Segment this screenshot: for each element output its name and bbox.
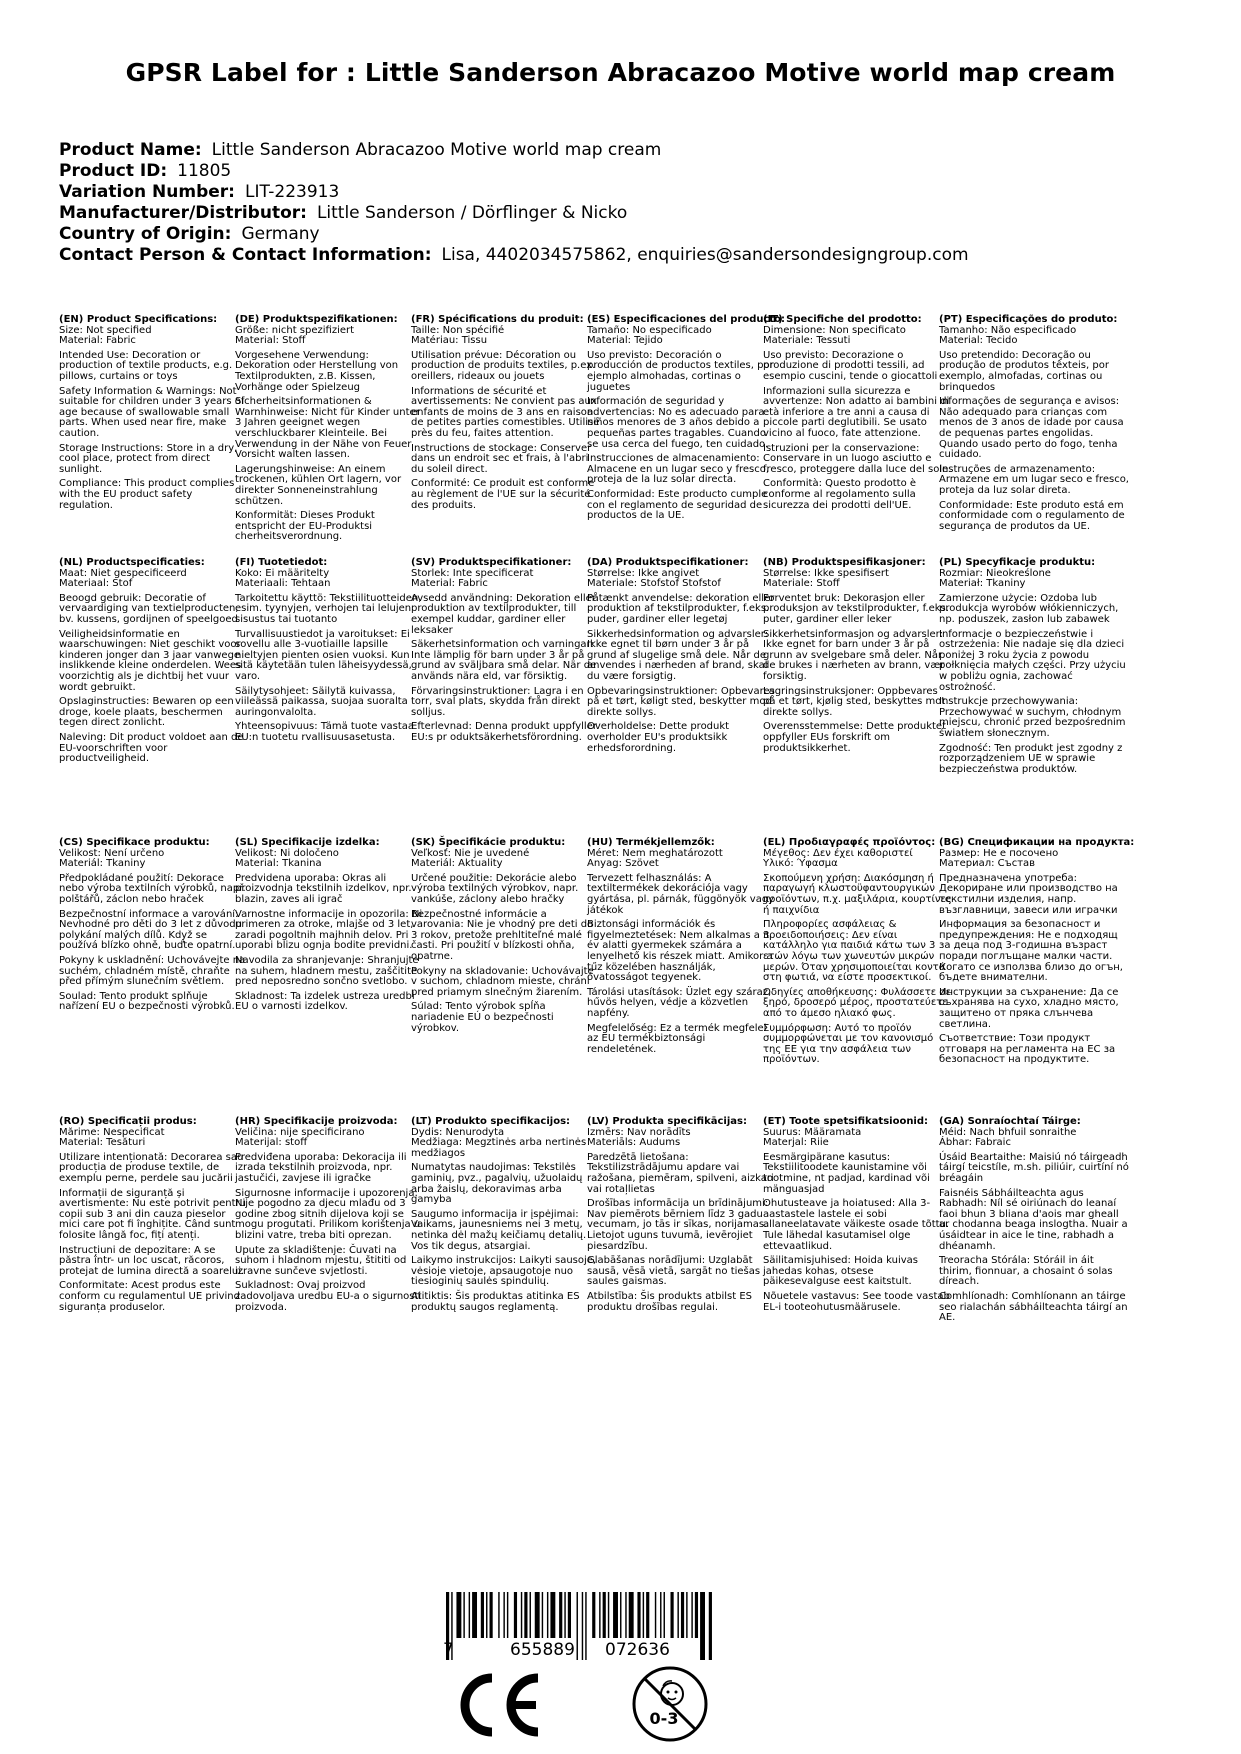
spec-line: Laikymo instrukcijos: Laikyti sausoje, vėsioje vietoje, apsaugotoje nuo tiesioginių saulės spindulių. [411,1255,597,1288]
spec-line: Overensstemmelse: Dette produktet oppfyller EUs forskrift om produktsikkerhet. [763,721,946,754]
spec-line: Storlek: Inte specificerat [411,567,534,579]
info-value: 11805 [177,161,232,181]
spec-line: Predviđena uporaba: Dekoracija ili izrada tekstilnih proizvoda, npr. jastučići, zavjese ili igračke [235,1151,407,1184]
barcode-bar [472,1592,477,1638]
spec-line: Materiaal: Stof [59,578,133,590]
barcode-bar [643,1592,644,1638]
spec-line: Bezpečnostné informácie a varovania: Nie je vhodný pre deti do 3 rokov, pretože prehltiteľné malé časti. Pri použití v blízkosti ohňa, opatrne. [411,908,594,962]
info-value: LIT-223913 [244,182,340,202]
spec-heading: (HU) Termékjellemzők: [587,837,715,848]
spec-line: Materiale: Stofstof Stofstof [587,578,721,590]
spec-line: Informacje o bezpieczeństwie i ostrzeżenia: Nie nadaje się dla dzieci poniżej 3 roku życia z powodu połknięcia małych części. Przy użyciu w pobliżu ognia, zachować ostrożność. [939,628,1126,693]
spec-line: Comhlíonadh: Comhlíonann an táirge seo rialachán sábháilteachta táirgí an AE. [939,1290,1128,1324]
info-manufacturer [59,203,969,224]
spec-line: Conformitate: Acest produs este conform cu regulamentul UE privind siguranța produselor. [59,1280,240,1313]
barcode-bar [514,1592,517,1638]
info-label: Manufacturer/Distributor: [59,203,307,223]
spec-block [763,558,953,758]
spec-line: Säkerhetsinformation och varningar: Inte lämplig för barn under 3 år på grund av sväljbara små delar. När de används nära eld, var försiktig. [411,639,597,682]
barcode-digit-first: 7 [443,1640,454,1660]
spec-line: Veiligheidsinformatie en waarschuwingen: Niet geschikt voor kinderen jonger dan 3 jaar vanwege inslikkende kleine onderdelen. Wees voorzichtig als je dichtbij het vuur wordt gebruikt. [59,628,242,693]
spec-line: Opbevaringsinstruktioner: Opbevares på et tørt, køligt sted, beskytter mod direkte sollys. [587,685,775,718]
spec-line: Sikkerhetsinformasjon og advarsler: Ikke egnet for barn under 3 år på grunn av svelgebare små deler. Når de brukes i nærheten av brann, vær forsiktig. [763,628,945,682]
spec-block [411,315,601,515]
spec-heading: (DE) Produktspezifikationen: [235,314,398,325]
spec-line: Uso previsto: Decoración o producción de productos textiles, por ejemplo almohadas, cortinas o juguetes [587,349,774,393]
spec-line: Biztonsági információk és figyelmeztetések: Nem alkalmas a 3 év alatti gyermekek számára a lenyelhető kis részek miatt. Amikor a tűz közelében használják, óvatosságot tegyenek. [587,919,773,984]
spec-line: Förvaringsinstruktioner: Lagra i en torr, sval plats, skydda från direkt solljus. [411,685,584,718]
spec-line: Materiaali: Tehtaan [235,578,331,590]
spec-line: Materiál: Tkaniny [59,858,146,870]
barcode-bar [568,1592,571,1638]
spec-line: Faisnéis Sábháilteachta agus Rabhadh: Níl sé oiriúnach do leanaí faoi bhun 3 bliana d'aois mar gheall ar chodanna beaga inslogtha. Nuair a úsáidtear in aice le tine, rabhadh a dhéanamh. [939,1187,1128,1252]
spec-line: Tervezett felhasználás: A textiltermékek dekorációja vagy gyártása, pl. párnák, függönyök vagy játékok [587,872,775,916]
spec-heading: (ES) Especificaciones del producto: [587,314,786,325]
spec-heading: (GA) Sonraíochtaí Táirge: [939,1116,1081,1127]
spec-line: Material: Tesături [59,1137,146,1149]
barcode-bar [677,1592,678,1638]
spec-line: Navodila za shranjevanje: Shranjujte na suhem, hladnem mestu, zaščitite pred neposredno sončno svetlobo. [235,954,419,988]
spec-line: Größe: nicht spezifiziert [235,324,355,336]
barcode-bar [709,1592,712,1660]
spec-heading: (LT) Produkto specifikacijos: [411,1116,571,1127]
barcode-bar [550,1592,555,1638]
spec-block [763,315,953,515]
spec-line: Treoracha Stórála: Stóráil in áit thirim, fionnuar, a chosaint ó solas díreach. [939,1255,1113,1288]
spec-line: Instrukcje przechowywania: Przechowywać w suchym, chłodnym miejscu, chronić przed bezpośrednim światłem słonecznym. [939,696,1126,739]
barcode-bar [542,1592,543,1638]
barcode-bar [503,1592,504,1638]
info-product-name [59,140,969,161]
spec-line: Atbilstība: Šis produkts atbilst ES produktu drošības regulai. [587,1290,753,1313]
info-country [59,224,969,245]
spec-block [939,315,1129,536]
spec-line: Materiāls: Audums [587,1137,681,1149]
spec-line: Zgodność: Ten produkt jest zgodny z rozporządzeniem UE w sprawie bezpieczeństwa produktów. [939,742,1123,775]
spec-line: Anyag: Szövet [587,858,659,870]
spec-block [939,837,1135,1070]
product-info [59,140,969,266]
barcode-bar [646,1592,649,1638]
spec-line: Avsedd användning: Dekoration eller produktion av textilprodukter, till exempel kuddar, gardiner eller leksaker [411,592,596,636]
barcode-bar [664,1592,665,1638]
barcode-bar [456,1592,461,1638]
spec-line: Material: Stoff [235,335,306,347]
spec-line: Koko: Ei määritelty [235,567,330,579]
ce-mark-icon [454,1670,546,1740]
spec-line: Οδηγίες αποθήκευσης: Φυλάσσετε σε ξηρό, δροσερό μέρος, προστατεύετε από το άμεσο ηλιακό φως. [763,986,952,1019]
spec-block [59,315,249,515]
spec-heading: (LV) Produkta specifikācijas: [587,1116,747,1127]
spec-line: Súlad: Tento výrobok spĺňa nariadenie EÚ o bezpečnosti výrobkov. [411,1001,554,1034]
spec-line: Material: Tecido [939,335,1018,347]
barcode-digits-right: 072636 [605,1640,670,1660]
spec-line: Lagerungshinweise: An einem trockenen, kühlen Ort lagern, vor direkter Sonneneinstrahlung schützen. [235,463,402,507]
barcode-bar [608,1592,609,1638]
spec-heading: (PL) Specyfikacje produktu: [939,557,1096,568]
spec-block [939,1117,1129,1328]
spec-block [763,1117,953,1317]
spec-line: Turvallisuustiedot ja varoitukset: Ei sovellu alle 3-vuotiaille lapsille nieltyjen pienten osien vuoksi. Kun sitä käytetään tulen läheisyydessä, varo. [235,628,412,682]
spec-line: Efterlevnad: Denna produkt uppfyller EU:s pr oduktsäkerhetsförordning. [411,721,597,743]
info-value: Germany [241,224,320,244]
spec-line: Atitiktis: Šis produktas atitinka ES produktų saugos reglamentą. [411,1290,580,1313]
spec-line: Materiál: Aktuality [411,858,503,870]
spec-line: Taille: Non spécifié [411,324,505,336]
barcode-bar [564,1592,565,1638]
spec-line: Paredzētā lietošana: Tekstilizstrādājumu apdare vai ražošana, piemēram, spilveni, aizkari vai rotaļlietas [587,1151,774,1195]
spec-line: Bezpečnostní informace a varování: Nevhodné pro děti do 3 let z důvodu polykání malých dílů. Když se používá blízko ohně, buďte opatrní. [59,908,242,952]
barcode-bar [582,1592,583,1660]
spec-line: Utilisation prévue: Décoration ou production de produits textiles, p.ex. oreillers, rideaux ou jouets [411,349,596,382]
spec-block [587,1117,777,1317]
spec-line: Material: Tejido [587,335,663,347]
spec-heading: (SK) Špecifikácie produktu: [411,837,566,848]
info-label: Product Name: [59,140,202,160]
spec-line: Uso pretendido: Decoração ou produção de produtos têxteis, por exemplo, almofadas, cortinas ou brinquedos [939,349,1109,393]
spec-line: Soulad: Tento produkt splňuje nařízení EU o bezpečnosti výrobků. [59,990,235,1013]
spec-line: Instruções de armazenamento: Armazene em um lugar seco e fresco, proteja da luz solar direta. [939,463,1129,496]
spec-block [235,558,425,748]
barcode-bar [620,1592,621,1638]
spec-line: Συμμόρφωση: Αυτό το προϊόν συμμορφώνεται με τον κανονισμό της ΕΕ για την ασφάλεια των προϊόντων. [763,1022,934,1066]
spec-block [59,838,249,1017]
barcode-bar [599,1592,600,1638]
barcode-bar [637,1592,640,1638]
barcode-bar [521,1592,522,1638]
spec-line: Informações de segurança e avisos: Não adequado para crianças com menos de 3 anos de idade por causa de pequenas partes engolidas. Quando usado perto do fogo, tenha cuidado. [939,396,1124,461]
spec-line: Safety Information & Warnings: Not suitable for children under 3 years of age because of swallowable small parts. When used near fire, make caution. [59,385,245,439]
spec-line: Méid: Nach bhfuil sonraithe [939,1126,1077,1138]
spec-line: Sicherheitsinformationen & Warnhinweise: Nicht für Kinder unter 3 Jahren geeignet wegen verschluckbarer Kleinteile. Bei Verwendung in der Nähe von Feuer Vorsicht walten lassen. [235,396,420,461]
barcode-bar [498,1592,499,1638]
spec-line: Storage Instructions: Store in a dry, cool place, protect from direct sunlight. [59,442,238,475]
barcode-bar [686,1592,687,1638]
spec-line: Maat: Niet gespecificeerd [59,567,187,579]
spec-heading: (FI) Tuotetiedot: [235,557,328,568]
barcode-bar [700,1592,705,1660]
spec-line: Instrucțiuni de depozitare: A se păstra într- un loc uscat, răcoros, protejat de lumina directă a soarelui. [59,1244,245,1277]
spec-line: Størrelse: Ikke angivet [587,567,700,579]
spec-line: Drošības informācija un brīdinājumi: Nav piemērots bērniem līdz 3 gadu vecumam, jo tās ir sīkas, norijamas. Lietojot uguns tuvumā, ievērojiet piesardzību. [587,1198,769,1252]
spec-line: Informații de siguranță și avertismente: Nu este potrivit pentru copii sub 3 ani din cauza pieselor mici care pot fi înghițite. Când sunt folosite lângă foc, fiți atenți. [59,1187,246,1241]
spec-line: Μέγεθος: Δεν έχει καθοριστεί [763,847,913,859]
info-value: Little Sanderson Abracazoo Motive world map cream [211,140,662,160]
spec-line: Forventet bruk: Dekorasjon eller produksjon av tekstilprodukter, f.eks. puter, gardiner eller leker [763,592,949,625]
info-label: Product ID: [59,161,168,181]
barcode-digits-left: 655889 [510,1640,575,1660]
spec-line: Säilytysohjeet: Säilytä kuivassa, viileässä paikassa, suojaa suoralta auringonvalolta. [235,685,408,718]
barcode-bar [577,1592,578,1660]
spec-block [587,558,777,758]
spec-block [587,314,786,526]
barcode-bar [655,1592,656,1638]
barcode-bar [524,1592,527,1638]
spec-line: Uso previsto: Decorazione o produzione di prodotti tessili, ad esempio cuscini, tende o giocattoli [763,349,938,382]
info-product-id [59,161,969,182]
spec-line: Materjal: Riie [763,1137,829,1149]
spec-heading: (NL) Productspecificaties: [59,557,205,568]
spec-line: Dimensione: Non specificato [763,324,906,336]
spec-line: Rozmiar: Nieokreślone [939,567,1051,579]
spec-block [411,558,601,748]
barcode-bar [463,1592,464,1638]
spec-line: Tamanho: Não especificado [939,324,1077,336]
spec-block [235,1117,425,1317]
spec-line: Materiale: Stoff [763,578,840,590]
barcode-bar [559,1592,562,1638]
spec-line: Påtænkt anvendelse: dekoration eller produktion af tekstilprodukter, f.eks. puder, gardiner eller legetøj [587,592,775,625]
spec-heading: (NB) Produktspesifikasjoner: [763,557,926,568]
spec-line: Varnostne informacije in opozorila: Ni primeren za otroke, mlajše od 3 let, zaradi pogoltnih majhnih delov. Pri uporabi blizu ognja bodite previdni. [235,908,423,952]
spec-line: Naleving: Dit product voldoet aan de EU-voorschriften voor productveiligheid. [59,731,244,765]
spec-heading: (DA) Produktspecifikationer: [587,557,749,568]
spec-line: Utilizare intenționată: Decorarea sau producția de produse textile, de exemplu perne, perdele sau jucării [59,1151,244,1184]
spec-line: Nõuetele vastavus: See toode vastab EL-i tooteohutusmäärusele. [763,1290,950,1313]
spec-block [587,838,777,1059]
spec-line: Tamaño: No especificado [587,324,712,336]
barcode-bar [530,1592,531,1638]
spec-line: Pokyny na skladovanie: Uchovávajte v suchom, chladnom mieste, chráni pred priamym slnečným žiarením. [411,965,594,998]
spec-line: Předpokládané použití: Dekorace nebo výroba textilních výrobků, např. polštářů, záclon nebo hraček [59,872,246,905]
spec-line: Materijal: stoff [235,1137,308,1149]
spec-line: Säilitamisjuhised: Hoida kuivas jahedas kohas, otsese päikesevalguse eest kaitstult. [763,1255,919,1288]
spec-line: Informations de sécurité et avertissements: Ne convient pas aux enfants de moins de 3 ans en raison de petites parties comestibles. Utilisé près du feu, faites attention. [411,385,600,439]
info-label: Contact Person & Contact Information: [59,245,432,265]
spec-block [235,315,425,547]
barcode-bar [625,1592,626,1638]
barcode-bar [695,1592,698,1638]
spec-line: Istruzioni per la conservazione: Conservare in un luogo asciutto e fresco, proteggere dalla luce del sole. [763,442,952,475]
spec-line: Sikkerhedsinformation og advarsler: Ikke egnet til børn under 3 år på grund af slugelige små dele. Når de anvendes i nærheden af brand, skal du være forsigtig. [587,628,769,682]
spec-line: Størrelse: Ikke spesifisert [763,567,889,579]
spec-heading: (FR) Spécifications du produit: [411,314,584,325]
spec-block [235,838,425,1017]
spec-line: Upute za skladištenje: Čuvati na suhom i hladnom mjestu, štititi od izravne sunčeve svjetlosti. [235,1244,407,1277]
spec-line: Conformità: Questo prodotto è conforme al regolamento sulla sicurezza dei prodotti dell'UE. [763,478,917,511]
spec-line: Tárolási utasítások: Üzlet egy száraz, hűvös helyen, védje a közvetlen napfény. [587,986,772,1019]
spec-line: Megfelelőség: Ez a termék megfelel az EU termékbiztonsági rendeletének. [587,1022,767,1055]
spec-heading: (SL) Specifikacije izdelka: [235,837,380,848]
spec-line: Mărime: Nespecificat [59,1126,165,1138]
spec-line: Инструкции за съхранение: Да се съхранява на сухо, хладно място, защитено от пряка слънчева светлина. [939,986,1119,1030]
barcode-bar [490,1592,493,1638]
spec-line: Velikost: Ni določeno [235,847,339,859]
spec-line: Predvidena uporaba: Okras ali proizvodnja tekstilnih izdelkov, npr. blazin, zaves ali igrač [235,872,412,905]
spec-heading: (HR) Specifikacije proizvoda: [235,1116,398,1127]
spec-line: Instrucciones de almacenamiento: Almacene en un lugar seco y fresco, proteja de la luz solar directa. [587,453,770,486]
spec-line: Materiał: Tkaniny [939,578,1026,590]
spec-block [763,838,953,1070]
barcode-bar [629,1592,634,1638]
spec-line: Información de seguridad y advertencias: No es adecuado para niños menores de 3 años debido a pequeñas partes tragables. Cuando se usa cerca del fuego, ten cuidado. [587,396,769,450]
info-value: Lisa, 4402034575862, enquiries@sandersondesigngroup.com [441,245,969,265]
barcode-bar [585,1592,586,1660]
spec-line: Съответствие: Този продукт отговаря на регламента на ЕС за безопасност на продуктите. [939,1033,1116,1066]
spec-line: Velikost: Není určeno [59,847,165,859]
spec-line: Vorgesehene Verwendung: Dekoration oder Herstellung von Textilprodukten, z.B. Kissen, Vorhänge oder Spielzeug [235,349,399,393]
barcode-bar [481,1592,484,1638]
spec-line: Glabāšanas norādījumi: Uzglabāt sausā, vēsā vietā, sargāt no tiešas saules gaismas. [587,1255,761,1288]
barcode-bar [592,1592,595,1638]
spec-line: Overholdelse: Dette produkt overholder EU's produktsikk erhedsforordning. [587,721,730,754]
spec-line: Materiale: Tessuti [763,335,851,347]
spec-line: Sigurnosne informacije i upozorenja: Nije pogodno za djecu mlađu od 3 godine zbog sitnih dijelova koji se mogu progutati. Prilikom korištenja u blizini vatre, treba biti oprezan. [235,1187,421,1241]
spec-line: Instructions de stockage: Conserver dans un endroit sec et frais, à l'abri du soleil direct. [411,442,592,475]
spec-line: Matériau: Tissu [411,335,488,347]
spec-block [939,558,1129,779]
barcode-bar [670,1592,673,1638]
spec-line: Conformidade: Este produto está em conformidade com o regulamento de segurança de produtos da UE. [939,499,1125,532]
spec-line: Eesmärgipärane kasutus: Tekstiilitoodete kaunistamine või tootmine, nt padjad, kardinad või mänguasjad [763,1151,930,1195]
spec-line: Compliance: This product complies with the EU product safety regulation. [59,478,235,511]
barcode-bar [507,1592,508,1638]
spec-line: Size: Not specified [59,324,152,336]
spec-line: Material: Fabric [59,335,136,347]
info-contact [59,245,969,266]
spec-heading: (ET) Toote spetsifikatsioonid: [763,1116,929,1127]
spec-line: Tarkoitettu käyttö: Tekstiilituotteiden, esim. tyynyjen, verhojen tai lelujen sisustus tai tuotanto [235,592,422,625]
barcode-bar [486,1592,487,1638]
barcode-bars [446,1592,714,1660]
spec-line: Предназначена употреба: Декориране или производство на текстилни изделия, напр. възглавници, завеси или играчки [939,872,1118,916]
info-variation-number [59,182,969,203]
spec-line: Veličina: nije specificirano [235,1126,365,1138]
spec-line: Numatytas naudojimas: Tekstilės gaminių, pvz., pagalvių, užuolaidų arba žaislų, dekoravimas arba gamyba [411,1162,583,1206]
spec-line: Úsáid Beartaithe: Maisiú nó táirgeadh táirgí teicstíle, m.sh. piliúir, cuirtíní nó bréagáin [939,1151,1129,1184]
barcode-bar [660,1592,661,1638]
spec-line: Veľkosť: Nie je uvedené [411,847,530,859]
page-title: GPSR Label for : Little Sanderson Abracazoo Motive world map cream [125,58,1116,87]
spec-line: Zamierzone użycie: Ozdoba lub produkcja wyrobów włókienniczych, np. poduszek, zasłon lub zabawek [939,592,1119,625]
spec-line: Saugumo informacija ir įspėjimai: Vaikams, jaunesniems nei 3 metų, netinka dėl mažų keičiamų detalių. Vos tik degus, atsargiai. [411,1208,587,1252]
spec-heading: (BG) Спецификации на продукта: [939,837,1135,848]
spec-line: Yhteensopivuus: Tämä tuote vastaa EU:n tuotetu rvallisuusasetusta. [235,721,414,743]
spec-line: Konformität: Dieses Produkt entspricht der EU-Produktsi cherheitsverordnung. [235,510,375,543]
info-label: Country of Origin: [59,224,232,244]
spec-line: Beoogd gebruik: Decoratie of vervaardiging van textielproducten, bv. kussens, gordijnen of speelgoed [59,592,239,625]
spec-line: Lagringsinstruksjoner: Oppbevares på et tørt, kjølig sted, beskyttes mot direkte sollys. [763,685,946,718]
spec-line: Материал: Състав [939,858,1036,870]
spec-line: Material: Fabric [411,578,488,590]
barcode-bar [547,1592,548,1638]
barcode [446,1592,714,1660]
spec-heading: (EN) Product Specifications: [59,314,218,325]
spec-block [411,1117,601,1317]
spec-line: Pokyny k uskladnění: Uchovávejte na suchém, chladném místě, chraňte před přímým slunečním světlem. [59,954,246,988]
age-range-text: 0-3 [649,1709,679,1728]
spec-heading: (CS) Specifikace produktu: [59,837,210,848]
barcode-bar [681,1592,684,1638]
spec-line: Suurus: Määramata [763,1126,862,1138]
spec-line: Méret: Nem meghatározott [587,847,723,859]
spec-heading: (RO) Specificații produs: [59,1116,197,1127]
barcode-bar [691,1592,692,1638]
spec-line: Информация за безопасност и предупреждения: Не е подходящ за деца под 3-годишна възраст поради поглъщане малки части. Когато се използва близо до огън, бъдете внимателни. [939,919,1123,984]
spec-line: Υλικό: Ύφασμα [763,858,838,870]
spec-block [59,558,249,769]
spec-block [411,838,601,1038]
spec-line: Intended Use: Decoration or production of textile products, e.g. pillows, curtains or toys [59,349,233,382]
spec-line: Dydis: Nenurodyta [411,1126,505,1138]
spec-line: Material: Tkanina [235,858,322,870]
spec-line: Medžiaga: Megztinės arba nertinės medžiagos [411,1137,587,1159]
spec-line: Sukladnost: Ovaj proizvod zadovoljava uredbu EU-a o sigurnosti proizvoda. [235,1280,422,1313]
spec-heading: (EL) Προδιαγραφές προϊόντος: [763,837,936,848]
barcode-bar [535,1592,540,1638]
spec-line: Πληροφορίες ασφάλειας & προειδοποιήσεις: Δεν είναι κατάλληλο για παιδιά κάτω των 3 ετών λόγω των χωνευτών μικρών μερών. Όταν χρησιμοποιείται κοντά στη φωτιά, να είστε προσεκτικοί. [763,919,946,984]
spec-line: Conformidad: Este producto cumple con el reglamento de seguridad de productos de la UE. [587,488,768,522]
info-value: Little Sanderson / Dörflinger & Nicko [316,203,628,223]
spec-line: Izmērs: Nav norādīts [587,1126,691,1138]
spec-line: Ohutusteave ja hoiatused: Alla 3-aastastele lastele ei sobi allaneelatavate väikeste osade tõttu. Tule lähedal kasutamisel olge ettevaatlikud. [763,1198,950,1252]
spec-line: Určené použitie: Dekorácie alebo výroba textilných výrobkov, napr. vankúše, záclony alebo hračky [411,872,579,905]
spec-line: Ábhar: Fabraic [939,1137,1011,1149]
spec-heading: (IT) Specifiche del prodotto: [763,314,922,325]
spec-heading: (SV) Produktspecifikationer: [411,557,572,568]
spec-line: Skladnost: Ta izdelek ustreza uredbi EU o varnosti izdelkov. [235,990,415,1013]
spec-line: Opslaginstructies: Bewaren op een droge, koele plaats, beschermen tegen direct zonlicht. [59,696,234,729]
spec-line: Размер: Не е посочено [939,847,1059,859]
spec-heading: (PT) Especificações do produto: [939,314,1118,325]
spec-line: Σκοπούμενη χρήση: Διακόσμηση ή παραγωγή κλωστοϋφαντουργικών προϊόντων, π.χ. μαξιλάρια, κουρτίνες ή παιχνίδια [763,872,952,916]
spec-block [59,1117,249,1317]
spec-line: Informazioni sulla sicurezza e avvertenze: Non adatto ai bambini di età inferiore a tre anni a causa di piccole parti deglutibili. Se usato vicino al fuoco, fate attenzione. [763,385,950,439]
age-warning-icon [630,1664,710,1744]
spec-line: Conformité: Ce produit est conforme au règlement de l'UE sur la sécurité des produits. [411,478,595,511]
info-label: Variation Number: [59,182,235,202]
barcode-bar [469,1592,470,1638]
barcode-bar [603,1592,606,1638]
barcode-bar [613,1592,618,1638]
